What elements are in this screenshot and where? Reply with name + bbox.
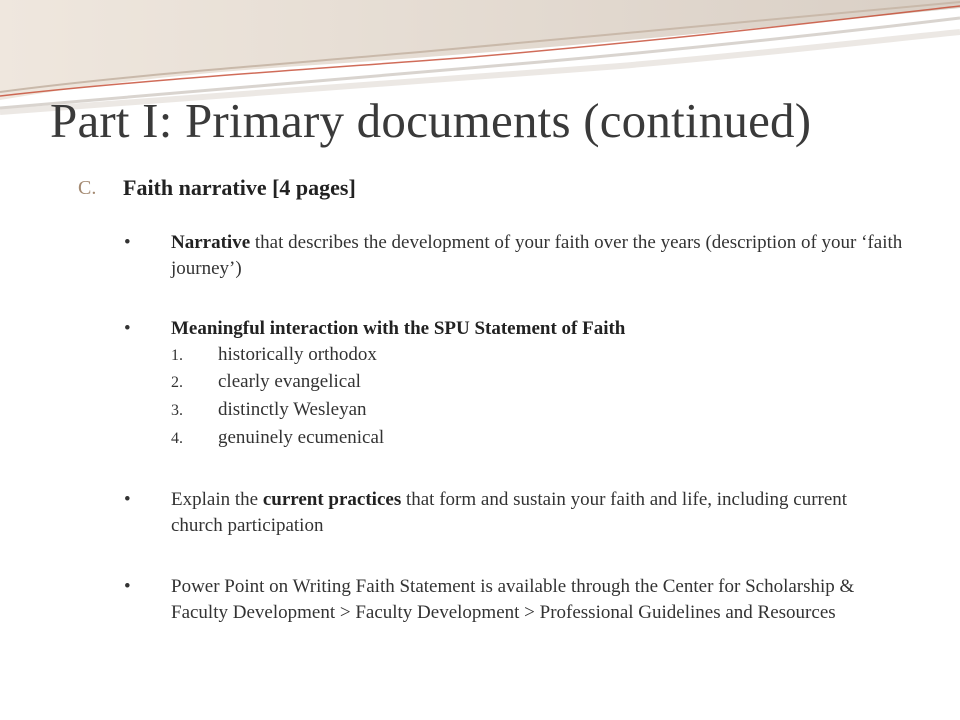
- list-item-text: clearly evangelical: [218, 371, 361, 392]
- bullet-marker: •: [124, 489, 131, 510]
- bullet-marker: •: [124, 232, 131, 253]
- list-item-text: historically orthodox: [218, 344, 377, 365]
- list-item-number: 1.: [171, 347, 183, 364]
- list-item-number: 2.: [171, 374, 183, 391]
- bullet-practices: [171, 487, 871, 539]
- bullet-narrative-text: that describes the development of your faith over the years (description of your ‘faith journey’): [171, 232, 903, 279]
- bullet-interaction: [171, 316, 931, 342]
- list-item-number: 3.: [171, 402, 183, 419]
- bullet-practices-post: that form and sustain your faith and life, including current church participation: [171, 489, 848, 536]
- bullet-marker: •: [124, 318, 131, 339]
- slide-title: Part I: Primary documents (continued): [50, 93, 812, 148]
- list-item-text: genuinely ecumenical: [218, 427, 385, 448]
- bullet-powerpoint: Power Point on Writing Faith Statement is available through the Center for Scholarship & Faculty Development > Faculty Development > Professional Guidelines and Resources: [171, 576, 855, 623]
- bullet-marker: •: [124, 576, 131, 597]
- bullet-practices-bold: current practices: [262, 489, 402, 510]
- list-item-number: 4.: [171, 430, 183, 447]
- section-letter: C.: [78, 177, 97, 199]
- list-item-text: distinctly Wesleyan: [218, 399, 367, 420]
- bullet-interaction-bold: Meaningful interaction with the SPU Statement of Faith: [171, 318, 626, 339]
- bullet-narrative: [171, 230, 931, 282]
- bullet-narrative-bold: Narrative: [171, 232, 251, 253]
- bullet-practices-pre: Explain the: [171, 489, 263, 510]
- section-heading: Faith narrative [4 pages]: [123, 175, 356, 200]
